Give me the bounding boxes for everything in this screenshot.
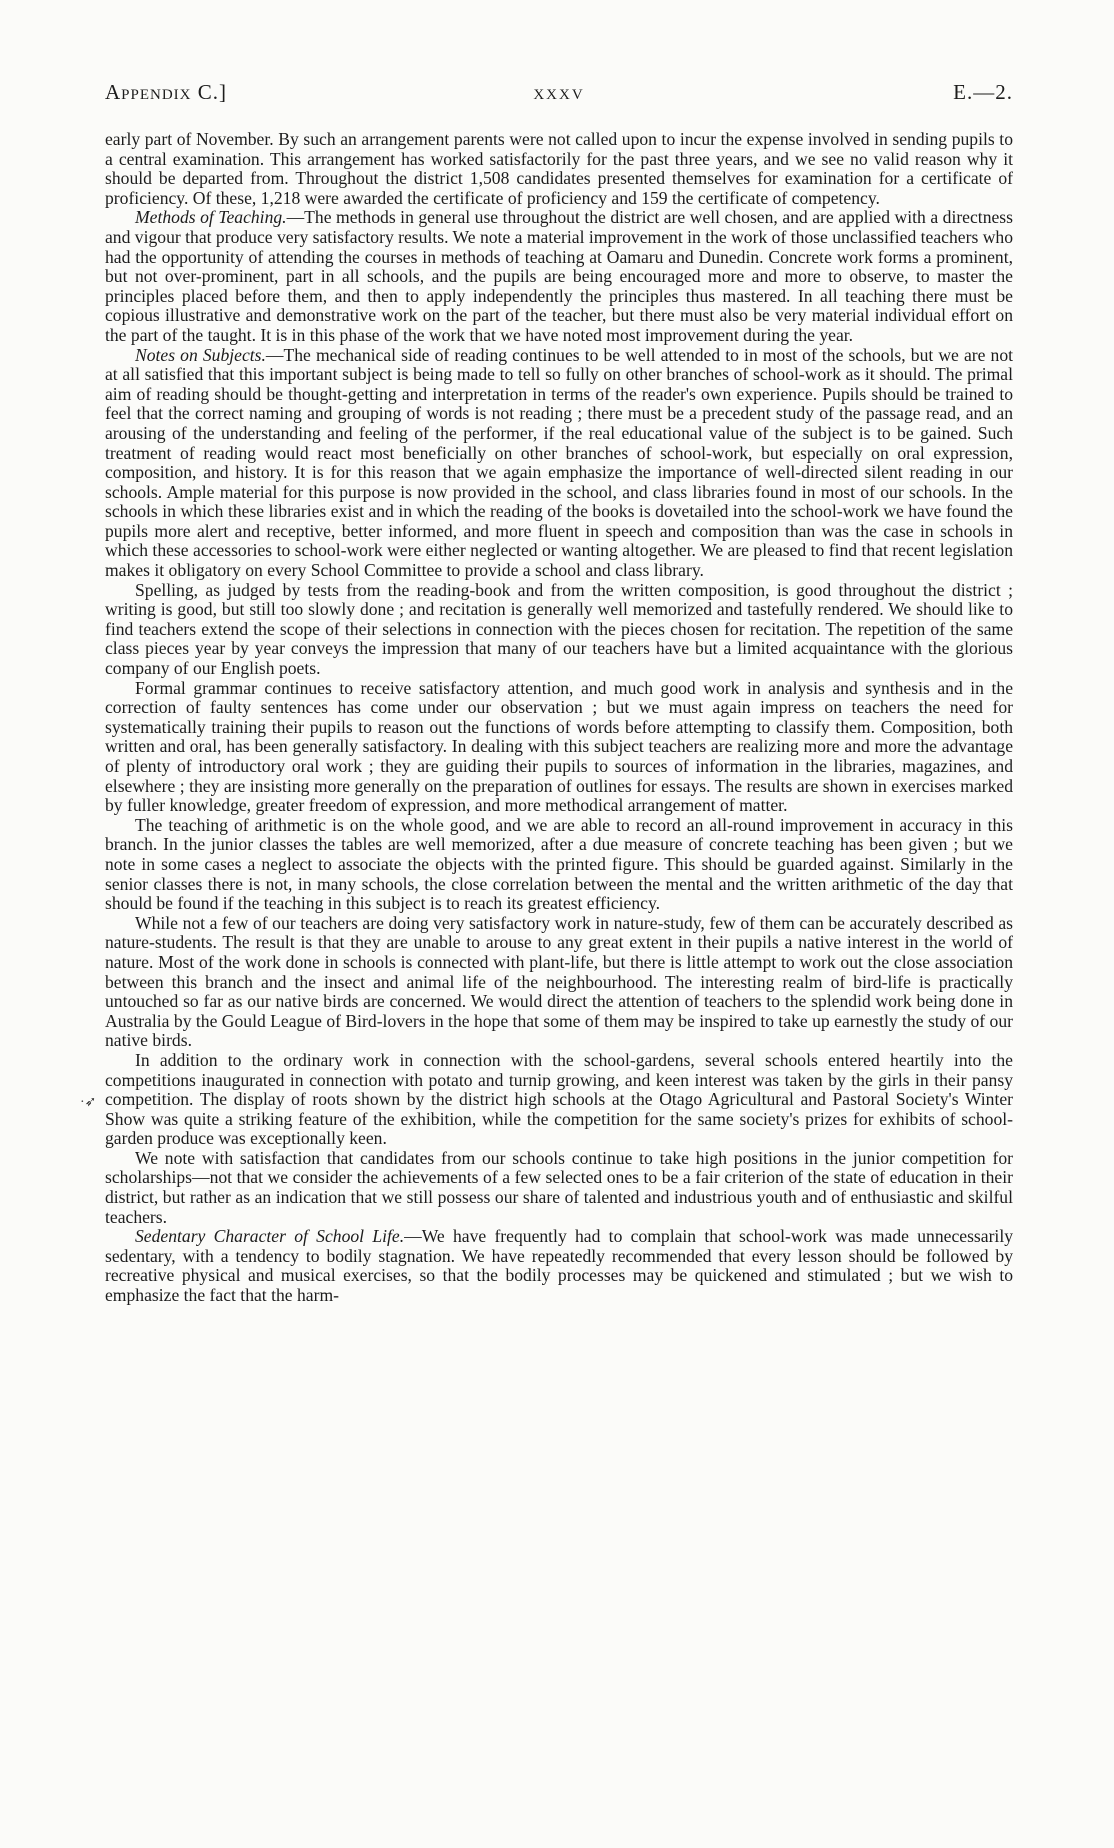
paragraph-text: —The methods in general use throughout the district are well chosen, and are applied with a directness and vigour that produce very satisfactory results. We note a material improvement in the work of those unclassified teachers who had the opportunity of attending the courses in methods of teaching at Oamaru and Dunedin. Concrete work forms a prominent, but not over-prominent, part in all schools, and the pupils are being encouraged more and more to observe, to master the principles placed before them, and then to apply independently the principles thus mastered. In all teaching there must be copious illustrative and demonstrative work on the part of the teacher, but there must also be very material individual effort on the part of the taught. It is in this phase of the work that we have noted most improvement during the year. <box>105 207 1013 345</box>
paragraph-methods-of-teaching <box>105 208 1013 345</box>
section-heading-methods-of-teaching: Methods of Teaching. <box>135 207 287 228</box>
paragraph-examination-arrangement <box>105 130 1013 208</box>
section-heading-notes-on-subjects: Notes on Subjects. <box>135 344 266 365</box>
page-header <box>105 80 1013 114</box>
paragraph-text: Spelling, as judged by tests from the reading-book and from the written composition, is good throughout the district ; writing is good, but still too slowly done ; and recitation is generally well memorized and tastefully rendered. We should like to find teachers extend the scope of their selections in connection with the pieces chosen for recitation. The repetition of the same class pieces year by year conveys the impression that many of our teachers have but a limited acquaintance with the glorious company of our English poets. <box>105 579 1013 679</box>
paragraph-text: —The mechanical side of reading continues to be well attended to in most of the schools, but we are not at all satisfied that this important subject is being made to tell so fully on other branches of school-work as it should. The primal aim of reading should be thought-getting and interpretation in terms of the reader's own experience. Pupils should be trained to feel that the correct naming and grouping of words is not reading ; there must be a precedent study of the passage read, and an arousing of the understanding and feeling of the performer, if the real educational value of the subject is to be gained. Such treatment of reading would react most beneficially on other branches of school-work, but especially on oral expression, composition, and history. It is for this reason that we again emphasize the importance of well-directed silent reading in our schools. Ample material for this purpose is now provided in the school, and class libraries found in most of our schools. In the schools in which these libraries exist and in which the reading of the books is dovetailed into the school-work we have found the pupils more alert and receptive, better informed, and more fluent in speech and composition than was the case in schools in which these accessories to school-work were either neglected or wanting altogether. We are pleased to find that recent legislation makes it obligatory on every School Committee to provide a school and class library. <box>105 344 1014 581</box>
paragraph-scholarships <box>105 1149 1013 1227</box>
paragraph-spelling <box>105 581 1013 679</box>
paragraph-school-gardens <box>105 1051 1013 1149</box>
paragraph-text: —We have frequently had to complain that school-work was made unnecessarily sedentary, with a tendency to bodily stagnation. We have repeatedly recommended that every lesson should be followed by recreative physical and musical exercises, so that the bodily processes may be quickened and stimulated ; but we wish to emphasize the fact that the harm- <box>105 1226 1013 1306</box>
paragraph-grammar <box>105 679 1013 816</box>
paragraph-text: Formal grammar continues to receive satisfactory attention, and much good work in analysis and synthesis and in the correction of faulty sentences has come under our observation ; but we must again impress on teachers the need for systematically training their pupils to reason out the functions of words before attempting to classify them. Composition, both written and oral, has been generally satisfactory. In dealing with this subject teachers are realizing more and more the advantage of plenty of introductory oral work ; they are guiding their pupils to sources of information in the libraries, magazines, and elsewhere ; they are insisting more generally on the preparation of outlines for essays. The results are shown in exercises marked by fuller knowledge, greater freedom of expression, and more methodical arrangement of matter. <box>105 677 1013 816</box>
paragraph-text: In addition to the ordinary work in connection with the school-gardens, several schools entered heartily into the competitions inaugurated in connection with potato and turnip growing, and keen interest was taken by the girls in their pansy competition. The display of roots shown by the district high schools at the Otago Agricultural and Pastoral Society's Winter Show was quite a striking feature of the exhibition, while the competition for the same society's prizes for exhibits of school-garden produce was exceptionally keen. <box>105 1049 1013 1149</box>
section-heading-sedentary-character: Sedentary Character of School Life. <box>135 1226 405 1247</box>
paragraph-notes-on-subjects <box>105 346 1013 581</box>
header-page-number: xxxv <box>533 80 585 104</box>
header-document-code: E.—2. <box>953 80 1013 104</box>
paragraph-arithmetic <box>105 816 1013 914</box>
body-text <box>105 130 1013 1306</box>
paragraph-text: The teaching of arithmetic is on the whole good, and we are able to record an all-round improvement in accuracy in this branch. In the junior classes the tables are well memorized, after a due measure of concrete teaching has been given ; but we note in some cases a neglect to associate the objects with the printed figure. This should be guarded against. Similarly in the senior classes there is not, in many schools, the close correlation between the mental and the written arithmetic of the day that should be found if the teaching in this subject is to reach its greatest efficiency. <box>105 814 1013 914</box>
paragraph-text: While not a few of our teachers are doing very satisfactory work in nature-study, few of them can be accurately described as nature-students. The result is that they are unable to arouse to any great extent in their pupils a native interest in the world of nature. Most of the work done in schools is connected with plant-life, but there is little attempt to work out the close association between this branch and the insect and animal life of the neighbourhood. The interesting realm of bird-life is practically untouched so far as our native birds are concerned. We would direct the attention of teachers to the splendid work being done in Australia by the Gould League of Bird-lovers in the hope that some of them may be inspired to take up earnestly the study of our native birds. <box>105 912 1013 1051</box>
margin-mark: ·➶ <box>80 1095 97 1110</box>
paragraph-nature-study <box>105 914 1013 1051</box>
paragraph-text: We note with satisfaction that candidates from our schools continue to take high positions in the junior competition for scholarships—not that we consider the achievements of a few selected ones to be a fair criterion of the state of education in their district, but rather as an indication that we still possess our share of talented and industrious youth and of enthusiastic and skilful teachers. <box>105 1147 1013 1227</box>
paragraph-text: early part of November. By such an arrangement parents were not called upon to incur the expense involved in sending pupils to a central examination. This arrangement has worked satisfactorily for the past three years, and we see no valid reason why it should be departed from. Throughout the district 1,508 candidates presented themselves for examination for a certificate of proficiency. Of these, 1,218 were awarded the certificate of proficiency and 159 the certificate of competency. <box>105 129 1013 208</box>
paragraph-sedentary-character <box>105 1227 1013 1305</box>
header-appendix-label: Appendix C.] <box>105 80 228 104</box>
